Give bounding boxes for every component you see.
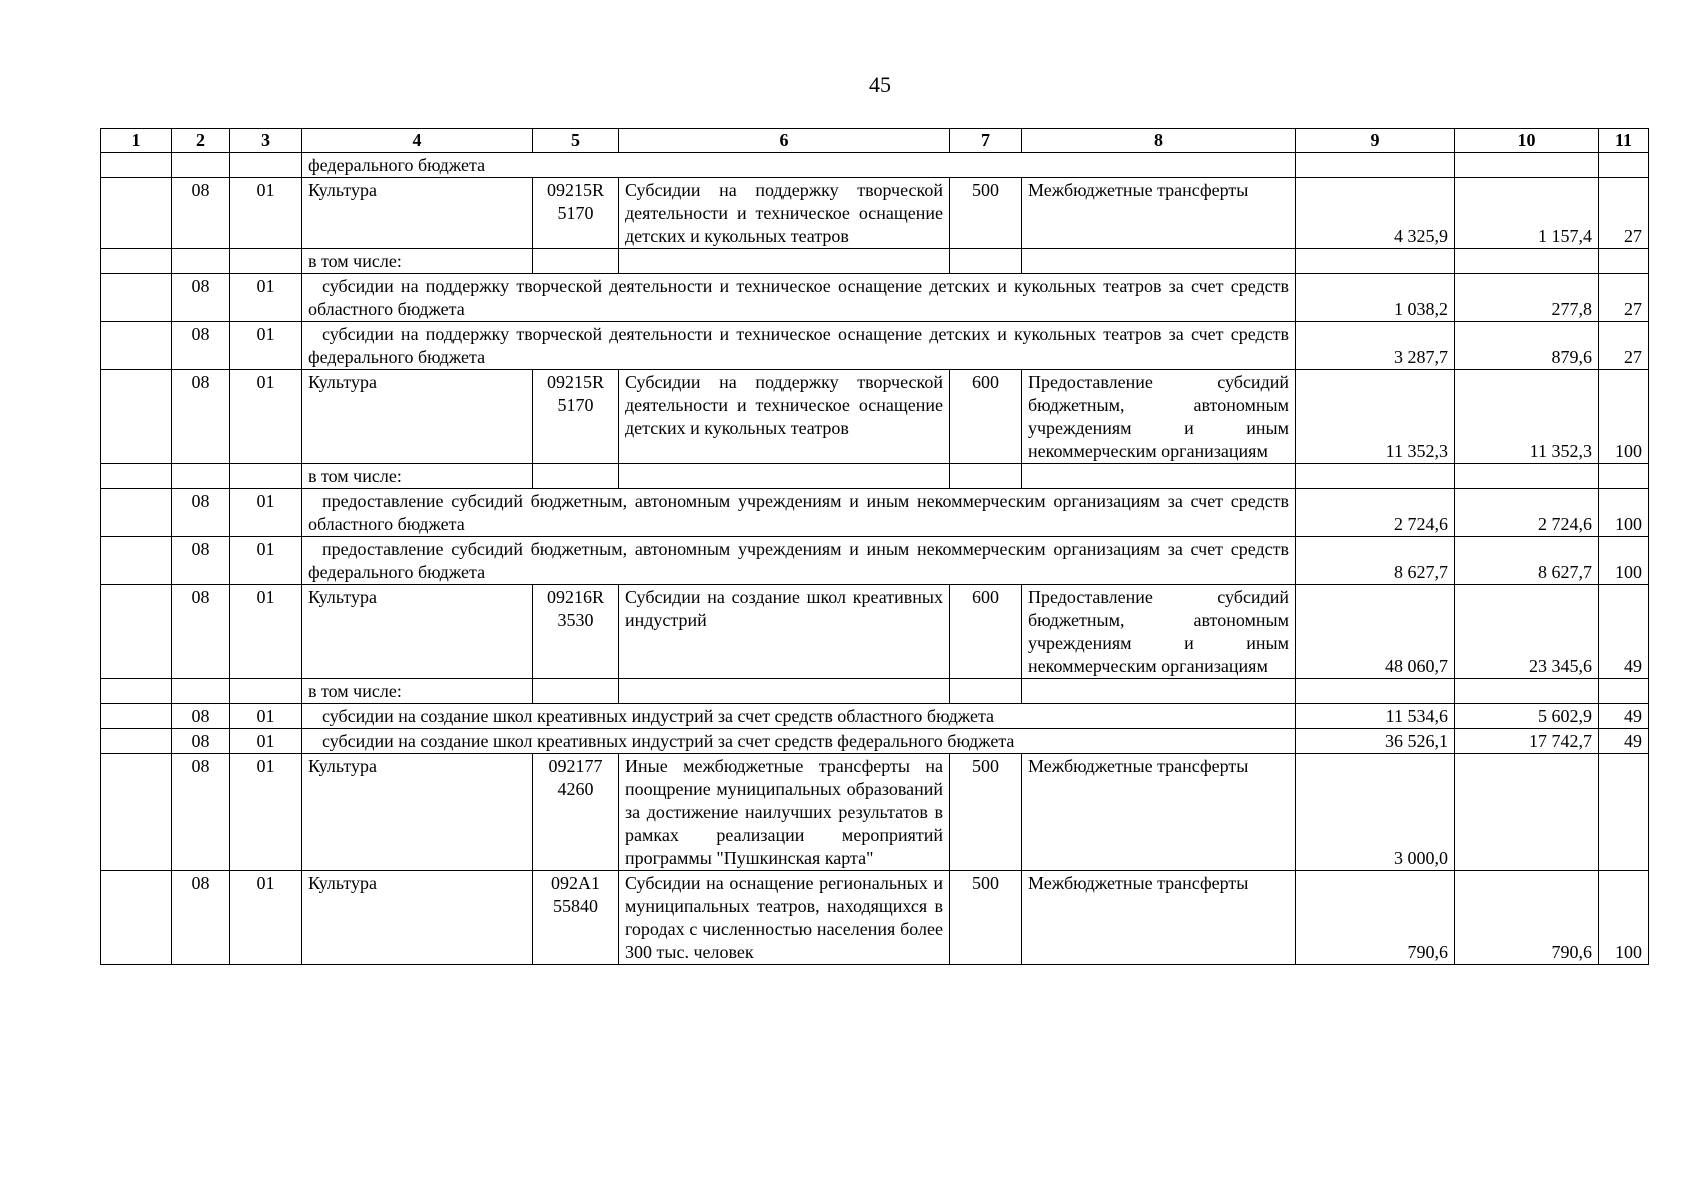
section-name: Культура bbox=[302, 370, 533, 464]
subitem-description: субсидии на поддержку творческой деятельности и техническое оснащение детских и кукольных театров за счет средств федерального бюджета bbox=[302, 322, 1296, 370]
subsection-code: 01 bbox=[230, 754, 302, 871]
header-cell: 2 bbox=[172, 129, 230, 153]
header-cell: 3 bbox=[230, 129, 302, 153]
section-code: 08 bbox=[172, 489, 230, 537]
executed-amount: 17 742,7 bbox=[1455, 729, 1599, 754]
execution-percent: 100 bbox=[1599, 370, 1649, 464]
subitem-row bbox=[101, 274, 1649, 322]
section-name: Культура bbox=[302, 871, 533, 965]
cell-col1 bbox=[101, 704, 172, 729]
executed-amount: 2 724,6 bbox=[1455, 489, 1599, 537]
table-row bbox=[101, 871, 1649, 965]
planned-amount: 48 060,7 bbox=[1296, 585, 1455, 679]
section-code: 08 bbox=[172, 322, 230, 370]
section-code: 08 bbox=[172, 704, 230, 729]
cell-col1 bbox=[101, 322, 172, 370]
section-code: 08 bbox=[172, 871, 230, 965]
expense-type-name: Предоставление субсидий бюджетным, автономным учреждениям и иным некоммерческим организациям bbox=[1022, 370, 1296, 464]
cell-col1 bbox=[101, 489, 172, 537]
executed-amount: 5 602,9 bbox=[1455, 704, 1599, 729]
expense-type-code: 500 bbox=[950, 871, 1022, 965]
continuation-row bbox=[101, 153, 1649, 178]
subitem-description: предоставление субсидий бюджетным, автономным учреждениям и иным некоммерческим организациям за счет средств федерального бюджета bbox=[302, 537, 1296, 585]
executed-amount: 11 352,3 bbox=[1455, 370, 1599, 464]
table-row bbox=[101, 178, 1649, 249]
section-code: 08 bbox=[172, 754, 230, 871]
page-number: 45 bbox=[869, 72, 891, 97]
expense-type-name: Межбюджетные трансферты bbox=[1022, 754, 1296, 871]
subitem-row bbox=[101, 537, 1649, 585]
header-cell: 9 bbox=[1296, 129, 1455, 153]
subsection-code: 01 bbox=[230, 274, 302, 322]
execution-percent: 100 bbox=[1599, 489, 1649, 537]
header-cell: 1 bbox=[101, 129, 172, 153]
target-article-code: 09215R 5170 bbox=[533, 178, 619, 249]
cell-col1 bbox=[101, 585, 172, 679]
execution-percent: 49 bbox=[1599, 585, 1649, 679]
section-name: Культура bbox=[302, 754, 533, 871]
including-label: в том числе: bbox=[302, 679, 533, 704]
target-article-code: 092177 4260 bbox=[533, 754, 619, 871]
table-row bbox=[101, 585, 1649, 679]
subsection-code: 01 bbox=[230, 871, 302, 965]
including-label: в том числе: bbox=[302, 249, 533, 274]
budget-table bbox=[100, 128, 1649, 965]
executed-amount bbox=[1455, 754, 1599, 871]
expense-description: Субсидии на поддержку творческой деятельности и техническое оснащение детских и кукольных театров bbox=[619, 370, 950, 464]
including-row bbox=[101, 464, 1649, 489]
header-cell: 8 bbox=[1022, 129, 1296, 153]
expense-description: Субсидии на создание школ креативных индустрий bbox=[619, 585, 950, 679]
section-code: 08 bbox=[172, 729, 230, 754]
expense-type-code: 500 bbox=[950, 754, 1022, 871]
subitem-description: предоставление субсидий бюджетным, автономным учреждениям и иным некоммерческим организациям за счет средств областного бюджета bbox=[302, 489, 1296, 537]
executed-amount: 277,8 bbox=[1455, 274, 1599, 322]
target-article-code: 092A1 55840 bbox=[533, 871, 619, 965]
subsection-code: 01 bbox=[230, 729, 302, 754]
planned-amount: 11 352,3 bbox=[1296, 370, 1455, 464]
executed-amount: 879,6 bbox=[1455, 322, 1599, 370]
header-cell: 4 bbox=[302, 129, 533, 153]
execution-percent: 49 bbox=[1599, 704, 1649, 729]
including-row bbox=[101, 249, 1649, 274]
subitem-description: субсидии на поддержку творческой деятельности и техническое оснащение детских и кукольных театров за счет средств областного бюджета bbox=[302, 274, 1296, 322]
expense-type-code: 600 bbox=[950, 585, 1022, 679]
section-code: 08 bbox=[172, 274, 230, 322]
planned-amount: 3 287,7 bbox=[1296, 322, 1455, 370]
table-row bbox=[101, 754, 1649, 871]
cell-col1 bbox=[101, 537, 172, 585]
cell-col1 bbox=[101, 178, 172, 249]
section-name: Культура bbox=[302, 585, 533, 679]
header-cell: 6 bbox=[619, 129, 950, 153]
cell-col1 bbox=[101, 370, 172, 464]
cell-col1 bbox=[101, 274, 172, 322]
header-cell: 5 bbox=[533, 129, 619, 153]
subsection-code: 01 bbox=[230, 322, 302, 370]
planned-amount: 790,6 bbox=[1296, 871, 1455, 965]
planned-amount: 36 526,1 bbox=[1296, 729, 1455, 754]
subitem-row bbox=[101, 704, 1649, 729]
section-code: 08 bbox=[172, 178, 230, 249]
subsection-code: 01 bbox=[230, 489, 302, 537]
subitem-description: субсидии на создание школ креативных индустрий за счет средств федерального бюджета bbox=[302, 729, 1296, 754]
planned-amount: 3 000,0 bbox=[1296, 754, 1455, 871]
execution-percent: 100 bbox=[1599, 537, 1649, 585]
section-code: 08 bbox=[172, 370, 230, 464]
expense-type-code: 600 bbox=[950, 370, 1022, 464]
subsection-code: 01 bbox=[230, 178, 302, 249]
subitem-row bbox=[101, 489, 1649, 537]
section-code: 08 bbox=[172, 585, 230, 679]
expense-type-name: Межбюджетные трансферты bbox=[1022, 178, 1296, 249]
header-cell: 10 bbox=[1455, 129, 1599, 153]
planned-amount: 8 627,7 bbox=[1296, 537, 1455, 585]
cell-col1 bbox=[101, 754, 172, 871]
table-row bbox=[101, 370, 1649, 464]
expense-description: Субсидии на оснащение региональных и муниципальных театров, находящихся в городах с численностью населения более 300 тыс. человек bbox=[619, 871, 950, 965]
execution-percent: 100 bbox=[1599, 871, 1649, 965]
expense-description: Субсидии на поддержку творческой деятельности и техническое оснащение детских и кукольных театров bbox=[619, 178, 950, 249]
expense-type-name: Предоставление субсидий бюджетным, автономным учреждениям и иным некоммерческим организациям bbox=[1022, 585, 1296, 679]
cell-col1 bbox=[101, 729, 172, 754]
execution-percent: 49 bbox=[1599, 729, 1649, 754]
execution-percent: 27 bbox=[1599, 322, 1649, 370]
execution-percent: 27 bbox=[1599, 274, 1649, 322]
section-name: Культура bbox=[302, 178, 533, 249]
subsection-code: 01 bbox=[230, 537, 302, 585]
header-cell: 7 bbox=[950, 129, 1022, 153]
including-label: в том числе: bbox=[302, 464, 533, 489]
execution-percent: 27 bbox=[1599, 178, 1649, 249]
subsection-code: 01 bbox=[230, 370, 302, 464]
planned-amount: 1 038,2 bbox=[1296, 274, 1455, 322]
including-row bbox=[101, 679, 1649, 704]
planned-amount: 4 325,9 bbox=[1296, 178, 1455, 249]
subitem-row bbox=[101, 322, 1649, 370]
header-row bbox=[101, 129, 1649, 153]
target-article-code: 09216R 3530 bbox=[533, 585, 619, 679]
execution-percent bbox=[1599, 754, 1649, 871]
subitem-description: субсидии на создание школ креативных индустрий за счет средств областного бюджета bbox=[302, 704, 1296, 729]
subsection-code: 01 bbox=[230, 585, 302, 679]
planned-amount: 11 534,6 bbox=[1296, 704, 1455, 729]
executed-amount: 790,6 bbox=[1455, 871, 1599, 965]
section-code: 08 bbox=[172, 537, 230, 585]
executed-amount: 1 157,4 bbox=[1455, 178, 1599, 249]
expense-description: Иные межбюджетные трансферты на поощрение муниципальных образований за достижение наилучших результатов в рамках реализации мероприятий программы "Пушкинская карта" bbox=[619, 754, 950, 871]
planned-amount: 2 724,6 bbox=[1296, 489, 1455, 537]
cell-col1 bbox=[101, 871, 172, 965]
executed-amount: 8 627,7 bbox=[1455, 537, 1599, 585]
target-article-code: 09215R 5170 bbox=[533, 370, 619, 464]
expense-type-code: 500 bbox=[950, 178, 1022, 249]
continuation-text: федерального бюджета bbox=[302, 153, 1296, 178]
subitem-row bbox=[101, 729, 1649, 754]
header-cell: 11 bbox=[1599, 129, 1649, 153]
subsection-code: 01 bbox=[230, 704, 302, 729]
expense-type-name: Межбюджетные трансферты bbox=[1022, 871, 1296, 965]
executed-amount: 23 345,6 bbox=[1455, 585, 1599, 679]
